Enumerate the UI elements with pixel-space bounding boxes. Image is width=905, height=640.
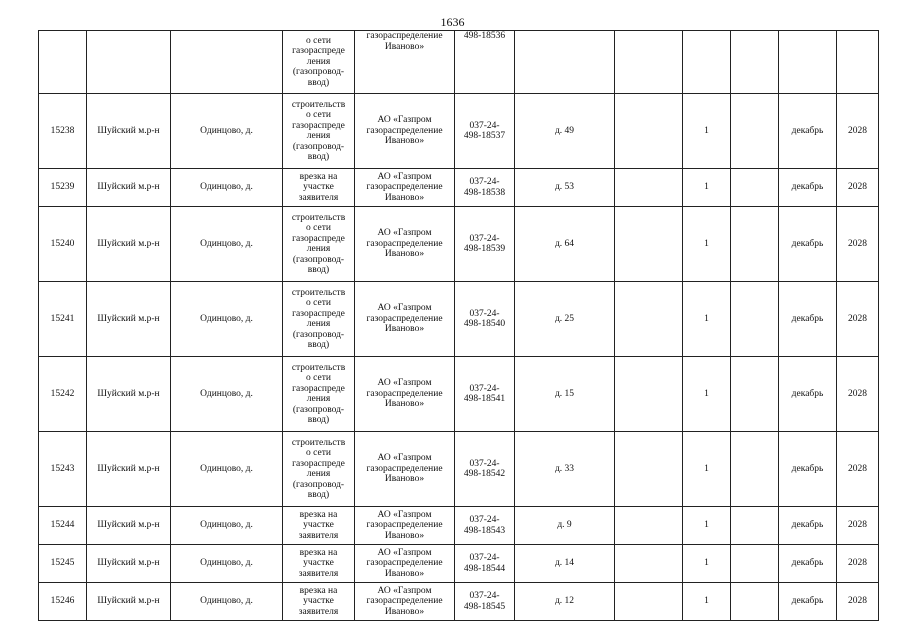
cell-empty xyxy=(615,94,683,169)
cell-qty: 1 xyxy=(683,94,731,169)
cell-locality: Одинцово, д. xyxy=(171,583,283,621)
cell-qty: 1 xyxy=(683,545,731,583)
cell-code: 037-24- 498-18545 xyxy=(455,583,515,621)
cell-district: Шуйский м.р-н xyxy=(87,282,171,357)
cell-type: врезка на участке заявителя xyxy=(283,583,355,621)
cell-locality: Одинцово, д. xyxy=(171,282,283,357)
cell-gap xyxy=(731,31,779,94)
cell-house: д. 64 xyxy=(515,207,615,282)
cell-district: Шуйский м.р-н xyxy=(87,94,171,169)
cell-month: декабрь xyxy=(779,583,837,621)
cell-code: 037-24- 498-18544 xyxy=(455,545,515,583)
table-row xyxy=(39,169,879,207)
registry-table xyxy=(38,30,879,621)
cell-month: декабрь xyxy=(779,507,837,545)
cell-code: 037-24- 498-18540 xyxy=(455,282,515,357)
cell-district xyxy=(87,31,171,94)
cell-year: 2028 xyxy=(837,545,879,583)
cell-org: АО «Газпром газораспределение Иваново» xyxy=(355,545,455,583)
cell-year: 2028 xyxy=(837,507,879,545)
cell-house: д. 9 xyxy=(515,507,615,545)
cell-gap xyxy=(731,507,779,545)
cell-house: д. 12 xyxy=(515,583,615,621)
cell-empty xyxy=(615,282,683,357)
cell-year: 2028 xyxy=(837,583,879,621)
cell-year: 2028 xyxy=(837,94,879,169)
cell-empty xyxy=(615,357,683,432)
table-row xyxy=(39,583,879,621)
cell-type: строительств о сети газораспреде ления (газопровод- ввод) xyxy=(283,94,355,169)
cell-locality: Одинцово, д. xyxy=(171,169,283,207)
cell-code: 037-24- 498-18537 xyxy=(455,94,515,169)
table-row xyxy=(39,207,879,282)
cell-num xyxy=(39,31,87,94)
table-row xyxy=(39,357,879,432)
cell-num: 15246 xyxy=(39,583,87,621)
cell-house: д. 15 xyxy=(515,357,615,432)
cell-empty xyxy=(615,207,683,282)
cell-empty xyxy=(615,31,683,94)
cell-type: строительств о сети газораспреде ления (газопровод- ввод) xyxy=(283,432,355,507)
cell-num: 15245 xyxy=(39,545,87,583)
cell-district: Шуйский м.р-н xyxy=(87,169,171,207)
cell-code: 037-24- 498-18538 xyxy=(455,169,515,207)
cell-type: строительств о сети газораспреде ления (газопровод- ввод) xyxy=(283,357,355,432)
cell-district: Шуйский м.р-н xyxy=(87,583,171,621)
cell-empty xyxy=(615,432,683,507)
table-row xyxy=(39,94,879,169)
cell-locality: Одинцово, д. xyxy=(171,545,283,583)
cell-code: 037-24- 498-18543 xyxy=(455,507,515,545)
cell-month: декабрь xyxy=(779,94,837,169)
cell-district: Шуйский м.р-н xyxy=(87,357,171,432)
cell-locality: Одинцово, д. xyxy=(171,432,283,507)
cell-type: врезка на участке заявителя xyxy=(283,545,355,583)
cell-code: 037-24- 498-18541 xyxy=(455,357,515,432)
cell-num: 15240 xyxy=(39,207,87,282)
cell-house: д. 53 xyxy=(515,169,615,207)
cell-qty xyxy=(683,31,731,94)
cell-district: Шуйский м.р-н xyxy=(87,545,171,583)
cell-house: д. 49 xyxy=(515,94,615,169)
cell-type: врезка на участке заявителя xyxy=(283,507,355,545)
cell-gap xyxy=(731,207,779,282)
cell-num: 15243 xyxy=(39,432,87,507)
cell-org: АО «Газпром газораспределение Иваново» xyxy=(355,94,455,169)
cell-type: врезка на участке заявителя xyxy=(283,169,355,207)
cell-year: 2028 xyxy=(837,207,879,282)
cell-empty xyxy=(615,583,683,621)
cell-house: д. 14 xyxy=(515,545,615,583)
table-row xyxy=(39,432,879,507)
cell-empty xyxy=(615,169,683,207)
cell-locality xyxy=(171,31,283,94)
cell-locality: Одинцово, д. xyxy=(171,94,283,169)
cell-num: 15242 xyxy=(39,357,87,432)
cell-org: АО «Газпром газораспределение Иваново» xyxy=(355,357,455,432)
cell-qty: 1 xyxy=(683,169,731,207)
cell-gap xyxy=(731,94,779,169)
cell-gap xyxy=(731,432,779,507)
cell-org: АО «Газпром газораспределение Иваново» xyxy=(355,432,455,507)
table-row xyxy=(39,507,879,545)
cell-year: 2028 xyxy=(837,169,879,207)
cell-num: 15241 xyxy=(39,282,87,357)
cell-gap xyxy=(731,282,779,357)
cell-locality: Одинцово, д. xyxy=(171,357,283,432)
cell-qty: 1 xyxy=(683,583,731,621)
cell-num: 15239 xyxy=(39,169,87,207)
cell-month: декабрь xyxy=(779,282,837,357)
cell-month: декабрь xyxy=(779,545,837,583)
cell-gap xyxy=(731,357,779,432)
cell-district: Шуйский м.р-н xyxy=(87,207,171,282)
cell-month: декабрь xyxy=(779,207,837,282)
cell-type: строительств о сети газораспреде ления (газопровод- ввод) xyxy=(283,282,355,357)
cell-qty: 1 xyxy=(683,507,731,545)
cell-year xyxy=(837,31,879,94)
cell-year: 2028 xyxy=(837,357,879,432)
cell-org: АО «Газпром газораспределение Иваново» xyxy=(355,207,455,282)
cell-qty: 1 xyxy=(683,357,731,432)
cell-district: Шуйский м.р-н xyxy=(87,432,171,507)
cell-org: АО «Газпром газораспределение Иваново» xyxy=(355,169,455,207)
table-row-continued xyxy=(39,31,879,94)
cell-qty: 1 xyxy=(683,432,731,507)
table-row xyxy=(39,282,879,357)
cell-code: 037-24- 498-18542 xyxy=(455,432,515,507)
cell-house: д. 25 xyxy=(515,282,615,357)
cell-month xyxy=(779,31,837,94)
cell-district: Шуйский м.р-н xyxy=(87,507,171,545)
cell-qty: 1 xyxy=(683,282,731,357)
cell-month: декабрь xyxy=(779,357,837,432)
cell-gap xyxy=(731,545,779,583)
cell-empty xyxy=(615,545,683,583)
cell-type: о сети газораспреде ления (газопровод- ввод) xyxy=(283,31,355,94)
cell-org: АО «Газпром газораспределение Иваново» xyxy=(355,282,455,357)
cell-qty: 1 xyxy=(683,207,731,282)
cell-gap xyxy=(731,169,779,207)
cell-type: строительств о сети газораспреде ления (газопровод- ввод) xyxy=(283,207,355,282)
page-number: 1636 xyxy=(440,15,465,29)
cell-year: 2028 xyxy=(837,282,879,357)
cell-month: декабрь xyxy=(779,432,837,507)
cell-locality: Одинцово, д. xyxy=(171,507,283,545)
cell-num: 15244 xyxy=(39,507,87,545)
cell-house: д. 33 xyxy=(515,432,615,507)
cell-num: 15238 xyxy=(39,94,87,169)
cell-code: 498-18536 xyxy=(455,31,515,94)
cell-house xyxy=(515,31,615,94)
cell-locality: Одинцово, д. xyxy=(171,207,283,282)
cell-code: 037-24- 498-18539 xyxy=(455,207,515,282)
cell-org: АО «Газпром газораспределение Иваново» xyxy=(355,583,455,621)
cell-org: АО «Газпром газораспределение Иваново» xyxy=(355,507,455,545)
cell-gap xyxy=(731,583,779,621)
table-row xyxy=(39,545,879,583)
cell-month: декабрь xyxy=(779,169,837,207)
cell-org: газораспределение Иваново» xyxy=(355,31,455,94)
cell-year: 2028 xyxy=(837,432,879,507)
cell-empty xyxy=(615,507,683,545)
